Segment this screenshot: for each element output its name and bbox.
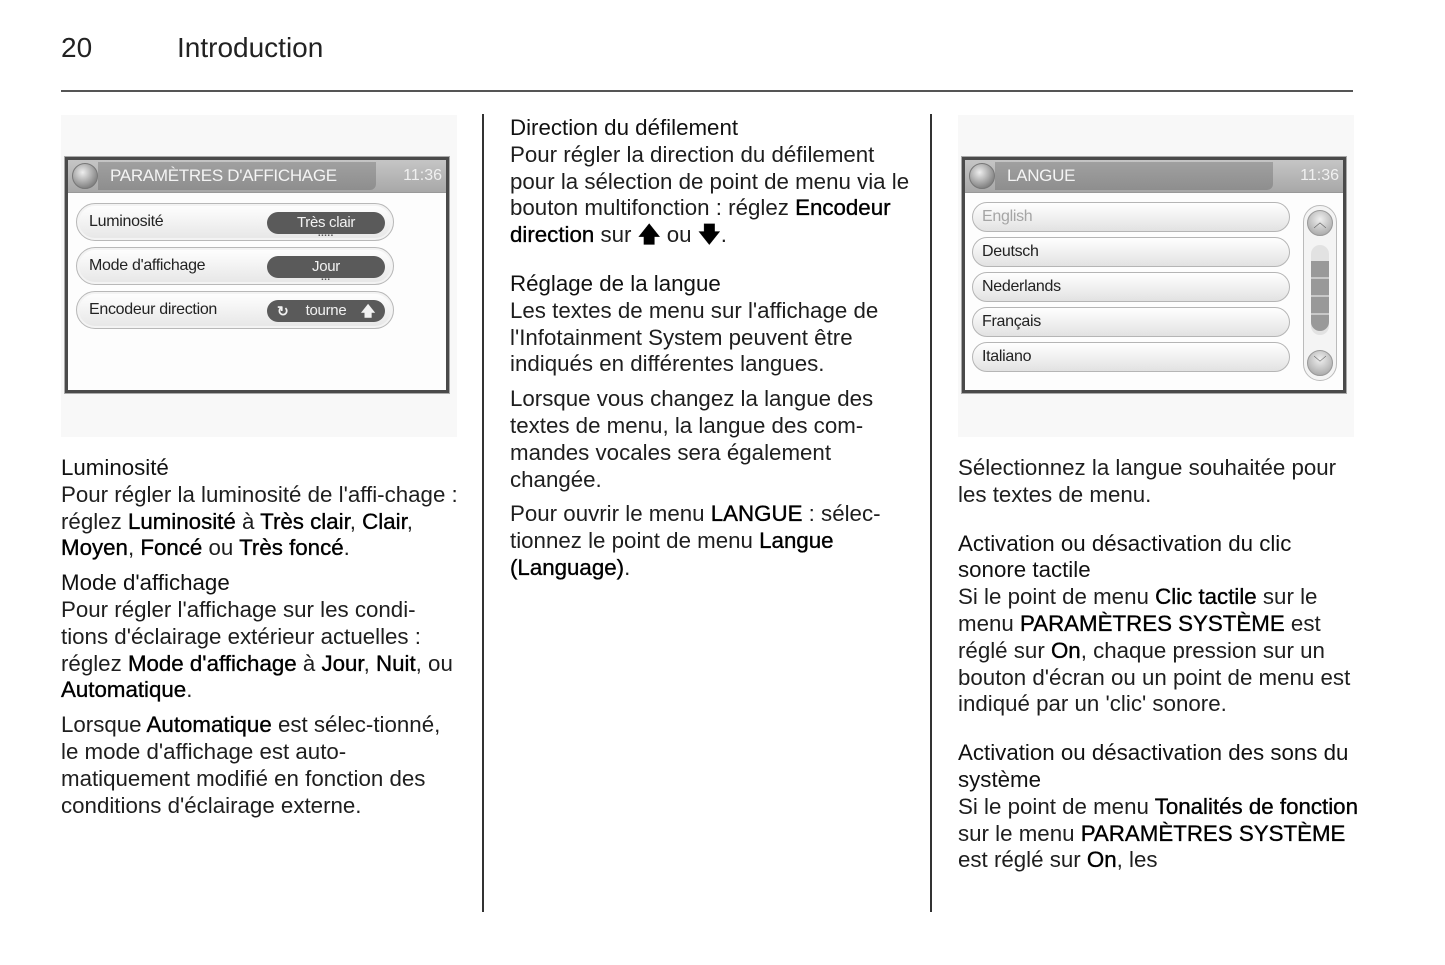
- paragraph-ouvrir-menu-langue: Pour ouvrir le menu LANGUE : sélec-tionnez le point de menu Langue (Language).: [510, 501, 881, 580]
- paragraph-automatique: Lorsque Automatique est sélec-tionné, le mode d'affichage est auto-matiquement modifié en fonction des conditions d'éclairage externe.: [61, 712, 441, 818]
- heading-reglage-langue: Réglage de la langue: [510, 270, 721, 296]
- scroll-down-button[interactable]: [1307, 350, 1333, 376]
- section-clic-sonore: Activation ou désactivation du clic sonore tactile Si le point de menu Clic tactile sur le menu PARAMÈTRES SYSTÈME est réglé sur On, chaque pression sur un bouton d'écran ou un point de menu est indiqué par un 'clic' sonore.: [958, 531, 1358, 719]
- language-figure: [958, 115, 1354, 437]
- display-settings-screen: [65, 157, 449, 393]
- setting-label: Mode d'affichage: [89, 257, 206, 274]
- clock: 11:36: [1300, 167, 1339, 184]
- paragraph-selection-langue: Sélectionnez la langue souhaitée pour les textes de menu.: [958, 455, 1337, 507]
- section-mode-affichage: Mode d'affichage Pour régler l'affichage sur les condi-tions d'éclairage extérieur actuelles : réglez Mode d'affichage à Jour, Nuit, ou Automatique.: [61, 570, 461, 704]
- setting-label: Luminosité: [89, 213, 164, 230]
- language-item-deutsch[interactable]: Deutsch: [972, 237, 1290, 267]
- setting-row-encodeur-direction[interactable]: [76, 291, 394, 329]
- clock: 11:36: [403, 167, 442, 184]
- setting-value-mode[interactable]: Jour ▪▪▪: [267, 256, 385, 278]
- screen-title: LANGUE: [1007, 166, 1076, 185]
- arrow-down-icon: 🡇: [697, 222, 721, 248]
- column-divider: [930, 114, 932, 912]
- scrollbar[interactable]: [1303, 205, 1337, 381]
- setting-value-encodeur[interactable]: ↻ tourne 🡅: [267, 300, 385, 322]
- header-rule: [61, 90, 1353, 92]
- column-divider: [482, 114, 484, 912]
- screen-titlebar: [68, 160, 446, 193]
- page-number: 20: [61, 32, 93, 63]
- heading-direction-defilement: Direction du défilement: [510, 115, 739, 140]
- language-screen: [962, 157, 1346, 393]
- chevron-down-icon: ﹀: [1313, 355, 1327, 370]
- setting-label: Encodeur direction: [89, 301, 218, 318]
- language-item-nederlands[interactable]: Nederlands: [972, 272, 1290, 302]
- arrow-up-icon: 🡅: [360, 303, 375, 319]
- setting-row-mode-affichage[interactable]: [76, 247, 394, 285]
- section-title: Introduction: [177, 32, 324, 63]
- column-middle: [510, 115, 910, 582]
- rotate-icon: ↻: [277, 303, 289, 319]
- section-sons-systeme: Activation ou désactivation des sons du système Si le point de menu Tonalités de fonction sur le menu PARAMÈTRES SYSTÈME est réglé sur On, les: [958, 740, 1358, 873]
- language-item-english[interactable]: English: [972, 202, 1290, 232]
- scroll-thumb[interactable]: [1311, 261, 1329, 331]
- column-right: [958, 115, 1358, 874]
- screen-title: PARAMÈTRES D'AFFICHAGE: [110, 166, 337, 185]
- heading-sons-systeme: Activation ou désactivation des sons du système: [958, 740, 1349, 792]
- scroll-track[interactable]: [1311, 245, 1329, 335]
- language-item-italiano[interactable]: Italiano: [972, 342, 1290, 372]
- setting-row-luminosite[interactable]: [76, 203, 394, 241]
- display-settings-figure: [61, 115, 457, 437]
- settings-logo-icon[interactable]: [969, 163, 995, 189]
- section-direction-defilement: Direction du défilement Pour régler la direction du défilement pour la sélection de point de menu via le bouton multifonction : réglez Encodeur direction sur 🡅 ou 🡇.: [510, 115, 910, 248]
- section-reglage-langue: Réglage de la langue Les textes de menu sur l'affichage de l'Infotainment System peuvent être indiqués en différentes langues.: [510, 271, 910, 378]
- section-luminosite: Luminosité Pour régler la luminosité de l'affi-chage : réglez Luminosité à Très clair, Clair, Moyen, Foncé ou Très foncé.: [61, 455, 461, 562]
- scroll-up-button[interactable]: [1307, 210, 1333, 236]
- column-left: [61, 115, 461, 819]
- page-header: [61, 30, 1353, 66]
- heading-luminosite: Luminosité: [61, 455, 169, 480]
- settings-logo-icon[interactable]: [72, 163, 98, 189]
- paragraph-commandes-vocales: Lorsque vous changez la langue des textes de menu, la langue des com-mandes vocales sera également changée.: [510, 386, 874, 492]
- chevron-up-icon: ︿: [1313, 215, 1327, 230]
- level-dots-icon: ▪▪▪: [321, 277, 331, 283]
- setting-value-luminosite[interactable]: Très clair ▪▪▪▪▪: [267, 212, 385, 234]
- heading-clic-sonore: Activation ou désactivation du clic sonore tactile: [958, 530, 1292, 583]
- screen-titlebar: [965, 160, 1343, 193]
- level-dots-icon: ▪▪▪▪▪: [318, 233, 334, 239]
- arrow-up-icon: 🡅: [637, 222, 661, 248]
- language-item-francais[interactable]: Français: [972, 307, 1290, 337]
- heading-mode-affichage: Mode d'affichage: [61, 570, 230, 596]
